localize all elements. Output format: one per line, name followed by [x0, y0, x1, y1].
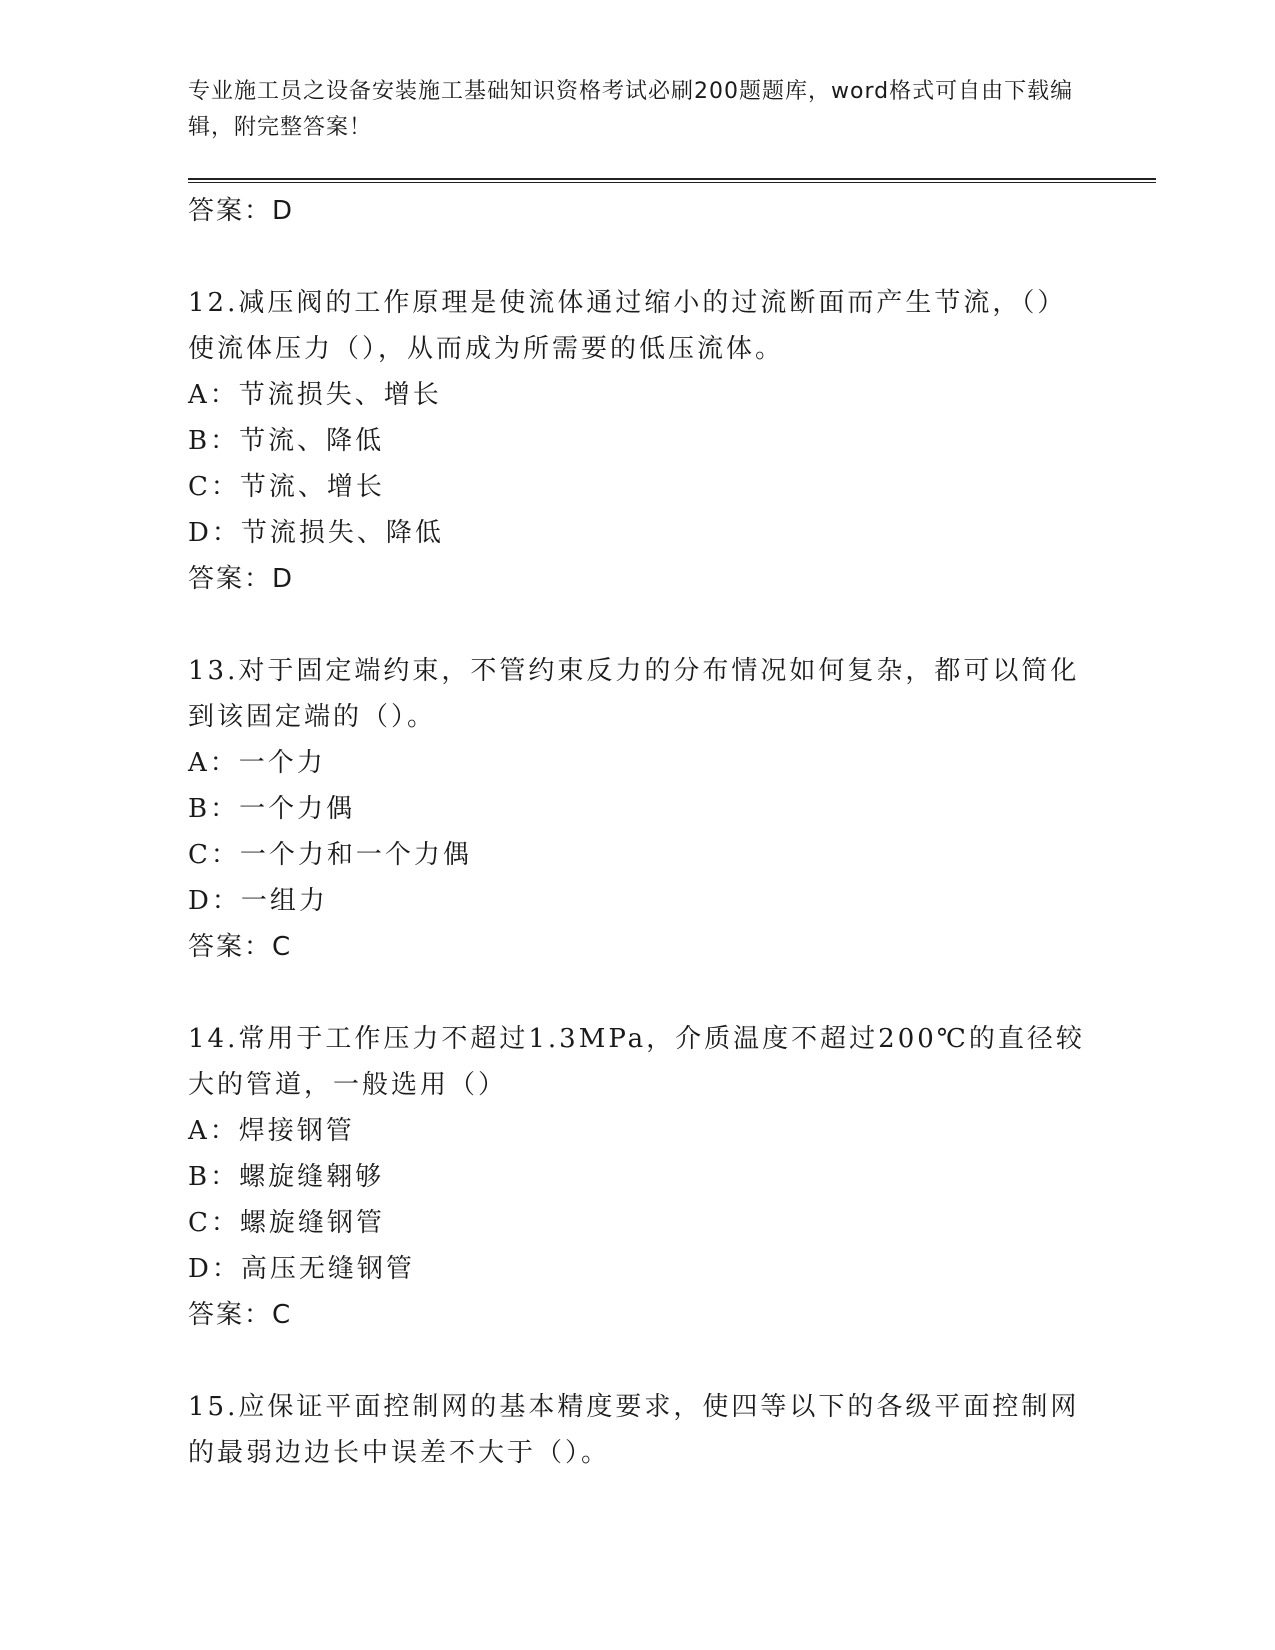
spacer — [188, 602, 1088, 648]
option-b: B：螺旋缝翱够 — [188, 1162, 385, 1192]
question-stem: 13.对于固定端约束，不管约束反力的分布情况如何复杂，都可以简化到该固定端的（）。 — [188, 656, 1080, 732]
question-13 — [188, 648, 1088, 970]
spacer — [188, 234, 1088, 280]
question-14 — [188, 1016, 1088, 1338]
option-c: C：节流、增长 — [188, 472, 385, 502]
option-a: A：一个力 — [188, 748, 326, 778]
question-stem: 12.减压阀的工作原理是使流体通过缩小的过流断面而产生节流，（）使流体压力（），从而成为所需要的低压流体。 — [188, 288, 1067, 364]
question-12 — [188, 280, 1088, 602]
option-d: D：节流损失、降低 — [188, 518, 444, 548]
option-c: C：一个力和一个力偶 — [188, 840, 472, 870]
option-c: C：螺旋缝钢管 — [188, 1208, 385, 1238]
option-b: B：一个力偶 — [188, 794, 356, 824]
answer: 答案：D — [188, 564, 295, 594]
option-a: A：节流损失、增长 — [188, 380, 442, 410]
spacer — [188, 970, 1088, 1016]
question-stem: 15.应保证平面控制网的基本精度要求，使四等以下的各级平面控制网的最弱边边长中误差不大于（）。 — [188, 1392, 1080, 1468]
question-content — [188, 188, 1088, 1476]
answer: 答案：C — [188, 932, 293, 962]
page-header: 专业施工员之设备安装施工基础知识资格考试必刷200题题库，word格式可自由下载编辑，附完整答案！ — [188, 79, 1074, 140]
header-divider-thin — [188, 182, 1156, 183]
option-b: B：节流、降低 — [188, 426, 385, 456]
header-divider — [188, 178, 1156, 180]
option-d: D：一组力 — [188, 886, 328, 916]
option-a: A：焊接钢管 — [188, 1116, 355, 1146]
answer: 答案：C — [188, 1300, 293, 1330]
question-stem: 14.常用于工作压力不超过1.3MPa，介质温度不超过200℃的直径较大的管道，一般选用（） — [188, 1024, 1085, 1100]
spacer — [188, 1338, 1088, 1384]
previous-answer: 答案：D — [188, 196, 295, 226]
question-15 — [188, 1384, 1088, 1476]
option-d: D：高压无缝钢管 — [188, 1254, 415, 1284]
